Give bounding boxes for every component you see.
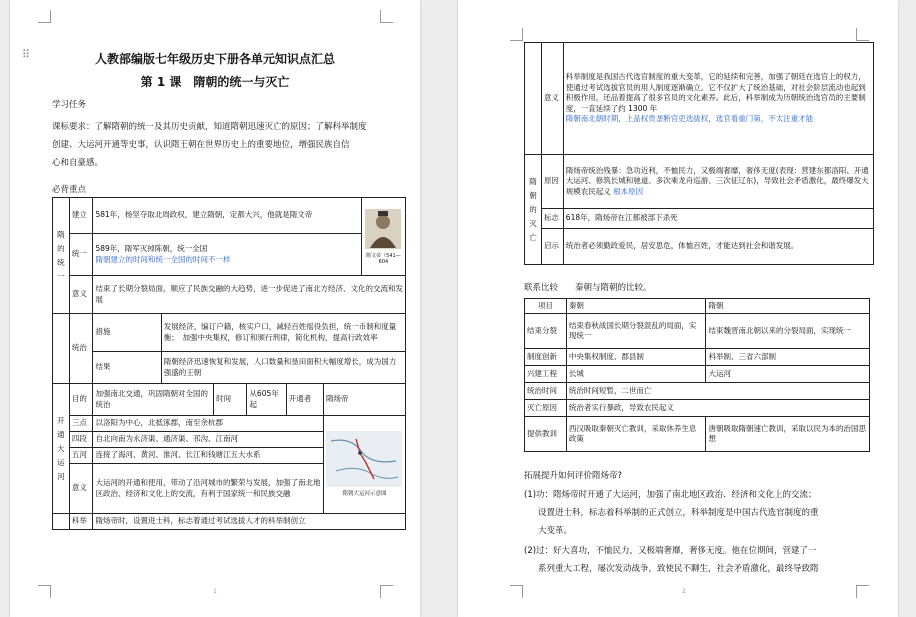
label-purpose: 目的 <box>69 384 93 416</box>
compare-row-label: 灭亡原因 <box>525 400 567 417</box>
opener-text: 隋炀帝 <box>323 384 405 416</box>
compare-sui-cell: 大运河 <box>706 366 870 383</box>
compare-qin-cell: 长城 <box>566 366 706 383</box>
canal-map-caption: 隋朝大运河示意图 <box>342 490 387 497</box>
page-number: 1 <box>213 588 217 595</box>
label-four-sections: 四段 <box>69 432 93 448</box>
lesson-title: 第 1 课 隋朝的统一与灭亡 <box>140 75 290 89</box>
canal-meaning-text: 大运河的开通和使用，带动了沿河城市的繁荣与发展，加强了南北地区政治、经济和文化上的交流，有利于国家统一和民族交融 <box>93 464 323 514</box>
document-page-2 <box>458 0 898 617</box>
label-result: 结果 <box>93 352 161 384</box>
crop-mark <box>510 28 523 41</box>
drag-handle-icon[interactable]: ⠿ <box>22 48 30 61</box>
row-header-spacer <box>525 43 542 155</box>
requirements-line: 课标要求：了解隋朝的统一及其历史贡献，知道隋朝迅速灭亡的原因；了解科举制度 <box>52 122 367 132</box>
label-measures: 措施 <box>93 314 161 352</box>
label-exam-meaning: 意义 <box>541 43 563 155</box>
three-points-text: 以洛阳为中心，北抵涿郡，南至余杭郡 <box>93 416 323 432</box>
header-sui: 隋朝 <box>706 299 870 314</box>
lesson-text: 统治者必须勤政爱民，居安思危，体恤百姓，才能达到社会和谐发展。 <box>563 229 873 265</box>
label-canal-meaning: 意义 <box>69 464 93 514</box>
label-cause: 原因 <box>541 155 563 209</box>
compare-row-label: 兴建工程 <box>525 366 567 383</box>
compare-qin-cell: 西汉吸取秦朝灭亡教训，采取休养生息政策 <box>566 417 706 452</box>
crop-mark <box>856 28 869 41</box>
exam-meaning-text: 科举制度是我国古代选官制度的重大变革，它的延续和完善，加强了朝廷在选官上的权力，使通过考试选拔官员的用人制度逐渐确立。它不仅扩大了统治基础，对社会阶层流动也起到积极作用，还品着提高了很多官员的文化素养。此后，科举制成为历朝统治选官员的主要制度，一直延续了约 1300 年 <box>565 72 866 113</box>
row-header-canal: 开通大运河 <box>53 384 70 514</box>
page-number: 2 <box>682 588 686 595</box>
compare-heading: 联系比较 秦朝与隋朝的比较。 <box>524 283 652 293</box>
label-meaning: 意义 <box>69 276 93 314</box>
expand-line: 大变革。 <box>538 526 573 536</box>
expand-line: (2)过：好大喜功，不恤民力，又极端奢靡，奢侈无度。他在位期间，营建了一 <box>524 546 817 556</box>
crop-mark <box>380 585 393 598</box>
label-exam: 科举 <box>69 514 93 530</box>
crop-mark <box>38 585 51 598</box>
compare-row-label: 提供教训 <box>525 417 567 452</box>
continued-table <box>524 42 874 265</box>
requirements-line: 创建、大运河开通等史事，认识隋王朝在世界历史上的重要地位，增强民族自信 <box>52 140 350 150</box>
key-points-heading: 必背重点 <box>52 185 87 195</box>
row-header-spacer <box>53 514 70 530</box>
cause-text: 隋炀帝统治残暴：急功近利，不恤民力，又极端奢靡，奢侈无度(表现：营建东都洛阳、开通大运河、修筑长城和驰道、多次乘龙舟巡游、三次征辽东)，导致社会矛盾激化，最终爆发大规模农民起义 <box>565 165 869 196</box>
meaning-text: 结束了长期分裂局面，顺应了民族交融的大趋势，进一步促进了南北方经济、文化的交流和发展 <box>93 276 406 314</box>
result-text: 隋朝经济迅速恢复和发展，人口数量和垦田面积大幅度增长，成为国力强盛的王朝 <box>161 352 405 384</box>
crop-mark <box>510 585 523 598</box>
crop-mark <box>38 10 51 23</box>
crop-mark <box>856 585 869 598</box>
portrait-caption: 隋文帝（541—604 <box>366 253 401 266</box>
label-three-points: 三点 <box>69 416 93 432</box>
expand-line: (1)功：隋炀帝时开通了大运河，加强了南北地区政治、经济和文化上的交流； <box>524 490 817 500</box>
label-time: 时间 <box>214 384 247 416</box>
key-points-table <box>52 197 406 530</box>
comparison-table <box>524 298 870 452</box>
compare-row-label: 统治时间 <box>525 383 567 400</box>
time-text: 从605年起 <box>247 384 286 416</box>
measures-text: 发展经济，编订户籍，核实户口，减轻百姓徭役负担，统一币制和度量衡； 加强中央集权，修订和颁行刑律，简化机构，提高行政效率 <box>161 314 405 352</box>
document-page-1 <box>10 0 420 617</box>
compare-qin-cell: 中央集权制度、郡县制 <box>566 349 706 366</box>
exam-text: 隋炀帝时，设置进士科，标志着通过考试选拔人才的科举制创立 <box>93 514 406 530</box>
compare-sui-cell: 结束魏晋南北朝以来的分裂局面，实现统一 <box>706 314 870 349</box>
label-lesson: 启示 <box>541 229 563 265</box>
header-item: 项目 <box>525 299 567 314</box>
portrait-cell <box>361 198 405 276</box>
establish-text: 581年，杨坚夺取北周政权，建立隋朝，定都大兴，他就是隋文帝 <box>93 198 361 234</box>
unify-cell <box>93 234 361 276</box>
cause-cell <box>563 155 873 209</box>
fall-text: 618年，隋炀帝在江都被部下杀死 <box>563 209 873 229</box>
compare-shared-cell: 统治者实行暴政，导致农民起义 <box>566 400 869 417</box>
header-qin: 秦朝 <box>566 299 706 314</box>
label-opener: 开通者 <box>286 384 323 416</box>
purpose-text: 加强南北交通，巩固隋朝对全国的统治 <box>93 384 214 416</box>
study-tasks-heading: 学习任务 <box>52 100 87 110</box>
cause-note: 根本原因 <box>613 186 644 196</box>
label-five-rivers: 五河 <box>69 448 93 464</box>
label-establish: 建立 <box>69 198 93 234</box>
label-unify: 统一 <box>69 234 93 276</box>
row-header-sui-unify: 隋的统一 <box>53 198 70 314</box>
label-rule: 统治 <box>69 314 93 384</box>
expand-heading: 拓展提升如何评价隋炀帝? <box>524 471 623 481</box>
exam-meaning-note: 隋朝南北朝时期，上品权贵垄断官吏选拔权，选官看重门第，不太注重才能 <box>565 114 814 124</box>
row-header-spacer <box>53 314 70 384</box>
canal-map-icon <box>326 431 402 487</box>
canal-map-cell <box>323 416 405 514</box>
emperor-portrait-icon <box>364 208 402 250</box>
five-rivers-text: 连接了海河、黄河、淮河、长江和钱塘江五大水系 <box>93 448 323 464</box>
label-fall-sign: 标志 <box>541 209 563 229</box>
compare-sui-cell: 科举制、三省六部制 <box>706 349 870 366</box>
four-sections-text: 自北向南为永济渠、通济渠、邗沟、江南河 <box>93 432 323 448</box>
expand-line: 系列重大工程，屡次发动战争，致使民不聊生，社会矛盾激化，最终导致隋 <box>538 564 819 574</box>
compare-row-label: 结束分裂 <box>525 314 567 349</box>
compare-qin-cell: 结束春秋战国长期分裂混乱的局面，实现统一 <box>566 314 706 349</box>
exam-meaning-cell <box>563 43 873 155</box>
unify-text: 589年，隋军灭掉陈朝，统一全国 <box>95 244 208 253</box>
unify-note: 隋朝建立的时间和统一全国的时间不一样 <box>95 254 231 264</box>
row-header-fall: 隋朝的灭亡 <box>525 155 542 265</box>
compare-sui-cell: 唐朝吸取隋朝速亡教训，采取以民为本的治国思想 <box>706 417 870 452</box>
crop-mark <box>380 10 393 23</box>
expand-line: 设置进士科，标志着科举制的正式创立，科举制度是中国古代选官制度的重 <box>538 508 819 518</box>
compare-row-label: 制度创新 <box>525 349 567 366</box>
requirements-line: 心和自豪感。 <box>52 158 104 168</box>
compare-shared-cell: 统治时间短暂，二世而亡 <box>566 383 869 400</box>
document-title: 人教部编版七年级历史下册各单元知识点汇总 <box>94 52 335 66</box>
